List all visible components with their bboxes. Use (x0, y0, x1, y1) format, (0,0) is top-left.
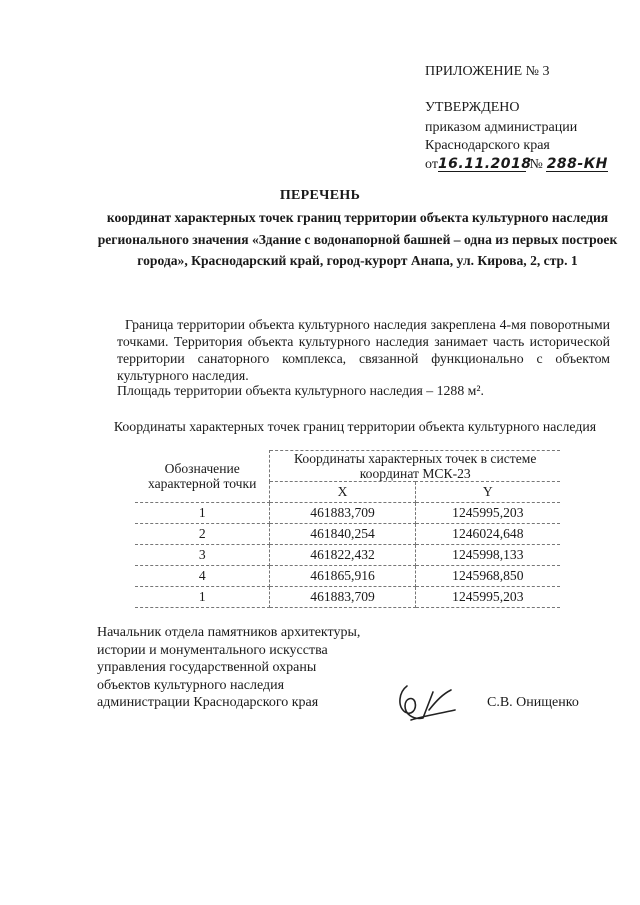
handwritten-signature (393, 680, 463, 730)
order-date: 16.11.2018 (437, 156, 532, 172)
position-line: истории и монументального искусства (97, 642, 328, 658)
table-caption: Координаты характерных точек границ территории объекта культурного наследия (113, 419, 597, 434)
y-value: 1245998,133 (415, 545, 560, 566)
appendix-label: ПРИЛОЖЕНИЕ № 3 (425, 64, 550, 79)
approval-stamp (425, 100, 608, 175)
position-line: объектов культурного наследия (97, 677, 285, 693)
table-row (135, 566, 560, 587)
order-line-2: Краснодарского края (425, 138, 550, 153)
point-id: 4 (135, 566, 270, 587)
y-value: 1245995,203 (415, 587, 560, 608)
table-row (135, 545, 560, 566)
order-number: 288-КН (546, 156, 608, 172)
approved-label: УТВЕРЖДЕНО (425, 100, 520, 115)
x-value: 461883,709 (270, 503, 415, 524)
table-row (135, 587, 560, 608)
coordinates-table (135, 450, 560, 608)
x-value: 461822,432 (270, 545, 415, 566)
document-title: ПЕРЕЧЕНЬ (279, 188, 361, 203)
point-id: 1 (135, 587, 270, 608)
point-id: 3 (135, 545, 270, 566)
position-line: управления государственной охраны (97, 660, 317, 675)
x-column-header: X (270, 482, 415, 503)
order-date-line (425, 155, 608, 175)
area-paragraph: Площадь территории объекта культурного наследия – 1288 м². (117, 383, 484, 398)
table-row (135, 524, 560, 545)
position-line: администрации Краснодарского края (97, 695, 319, 710)
document-subtitle: координат характерных точек границ территории объекта культурного наследия регионального значения «Здание с водонапорной башней – одна из первых построек города», Краснодарский край, город-курорт Анапа, ул. Кирова, 2, стр. 1 (97, 210, 618, 268)
coords-system-header: Координаты характерных точек в системе координат МСК-23 (270, 451, 560, 482)
x-value: 461883,709 (270, 587, 415, 608)
order-line-1: приказом администрации (425, 120, 578, 135)
point-id: 1 (135, 503, 270, 524)
x-value: 461840,254 (270, 524, 415, 545)
date-prefix: от (425, 157, 438, 172)
signatory-position (97, 624, 360, 712)
y-value: 1246024,648 (415, 524, 560, 545)
y-value: 1245995,203 (415, 503, 560, 524)
position-line: Начальник отдела памятников архитектуры, (97, 625, 361, 640)
y-value: 1245968,850 (415, 566, 560, 587)
point-column-header: Обозначение характерной точки (135, 451, 270, 503)
point-id: 2 (135, 524, 270, 545)
signer-name: С.В. Онищенко (487, 695, 579, 710)
number-prefix: № (529, 157, 543, 172)
table-row (135, 503, 560, 524)
boundary-paragraph: Граница территории объекта культурного наследия закреплена 4-мя поворотными точками. Территория объекта культурного наследия занимает часть исторической территории санаторного комплекса, связанной функционально с объектом культурного наследия. (117, 317, 610, 383)
y-column-header: Y (415, 482, 560, 503)
x-value: 461865,916 (270, 566, 415, 587)
